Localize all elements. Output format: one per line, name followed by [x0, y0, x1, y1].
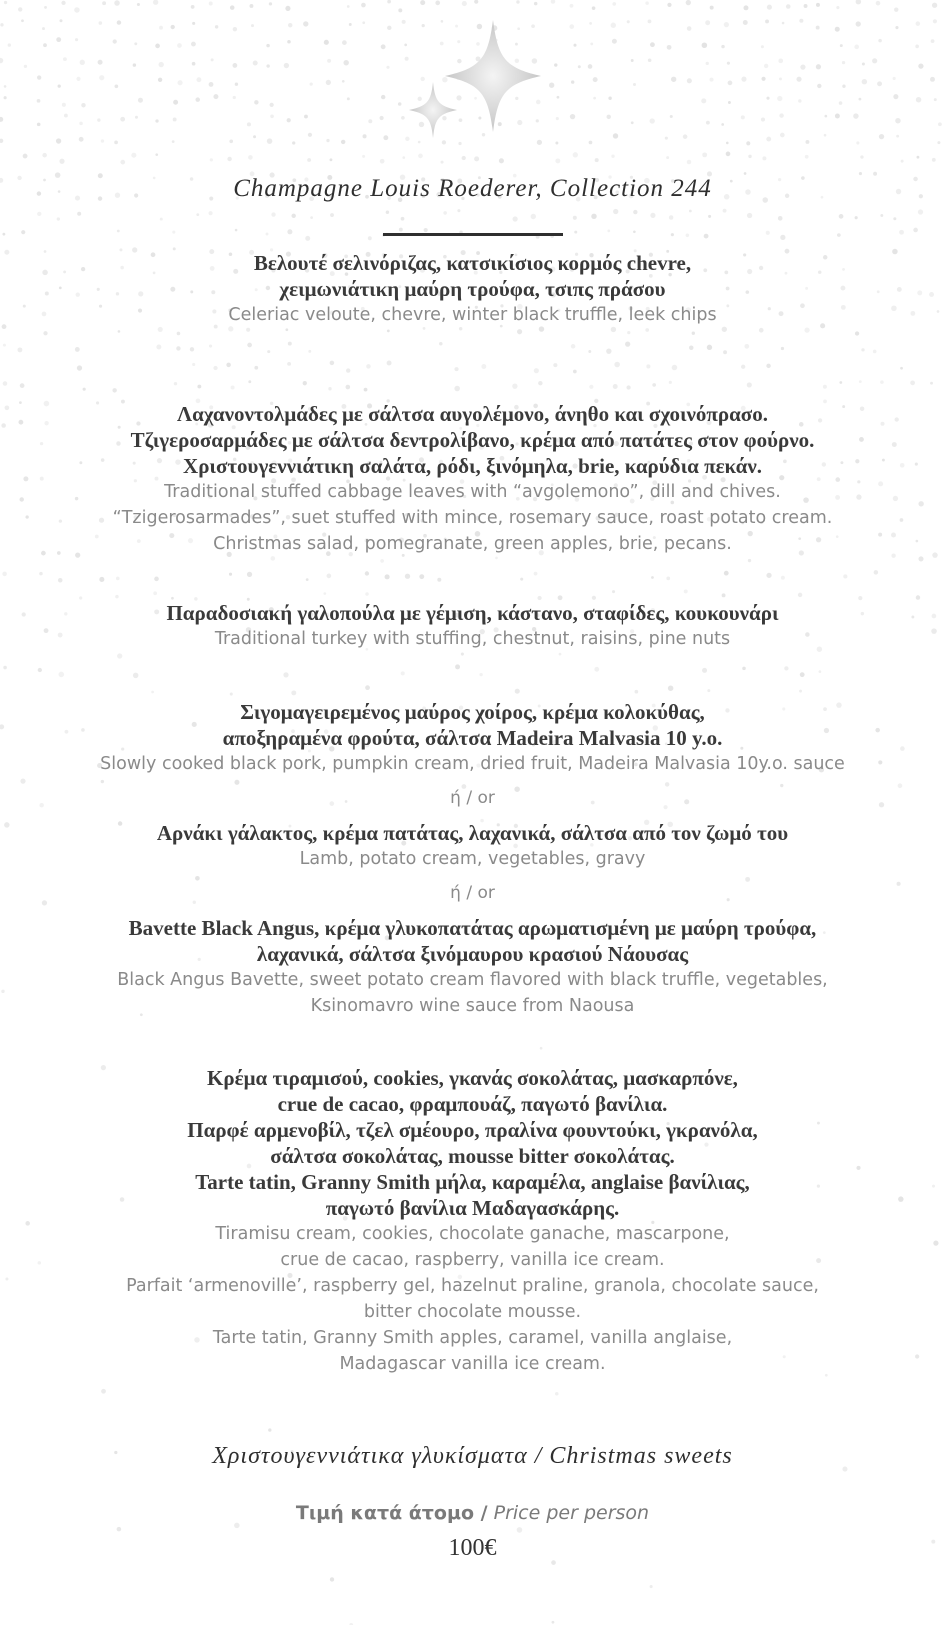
price-label — [0, 1502, 945, 1524]
starter-greek-line: Βελουτέ σελινόριζας, κατσικίσιος κορμός chevre, — [253, 251, 692, 275]
bavette-course — [0, 915, 945, 1019]
desserts-course — [0, 1065, 945, 1377]
pork-english-line: Slowly cooked black pork, pumpkin cream, dried fruit, Madeira Malvasia 10y.o. sauce — [100, 754, 845, 774]
turkey-course — [0, 600, 945, 652]
or-separator: ή / or — [450, 883, 495, 903]
desserts-english-line: bitter chocolate mousse. — [363, 1302, 582, 1322]
starter-greek-line: χειμωνιάτικη μαύρη τρούφα, τσιπς πράσου — [279, 277, 666, 301]
christmas-sweets-heading: Χριστουγεννιάτικα γλυκίσματα / Christmas sweets — [212, 1443, 733, 1469]
appetizers-greek-line: Τζιγεροσαρμάδες με σάλτσα δεντρολίβανο, κρέμα από πατάτες στον φούρνο. — [130, 428, 815, 452]
appetizers-english-line: Christmas salad, pomegranate, green apples, brie, pecans. — [213, 534, 732, 554]
desserts-english-line: crue de cacao, raspberry, vanilla ice cream. — [280, 1250, 665, 1270]
appetizers-greek-line: Λαχανοντολμάδες με σάλτσα αυγολέμονο, άνηθο και σχοινόπρασο. — [177, 402, 768, 426]
champagne-title: Champagne Louis Roederer, Collection 244 — [233, 175, 712, 202]
lamb-greek-line: Αρνάκι γάλακτος, κρέμα πατάτας, λαχανικά, σάλτσα από τον ζωμό του — [156, 821, 789, 845]
starter-course — [0, 250, 945, 328]
desserts-greek-line: Tarte tatin, Granny Smith μήλα, καραμέλα, anglaise βανίλιας, — [195, 1170, 750, 1194]
appetizers-english-line: Traditional stuffed cabbage leaves with “avgolemono”, dill and chives. — [164, 482, 781, 502]
turkey-english-line: Traditional turkey with stuffing, chestnut, raisins, pine nuts — [214, 629, 731, 649]
pork-greek-line: αποξηραμένα φρούτα, σάλτσα Madeira Malvasia 10 y.o. — [222, 726, 723, 750]
desserts-greek-line: Παρφέ αρμενοβίλ, τζελ σμέουρο, πραλίνα φουντούκι, γκρανόλα, — [187, 1118, 758, 1142]
lamb-course — [0, 820, 945, 872]
desserts-greek-line: crue de cacao, φραμπουάζ, παγωτό βανίλια. — [277, 1092, 668, 1116]
appetizers-course — [0, 401, 945, 557]
sparkle-stars-icon — [405, 18, 565, 158]
pork-greek-line: Σιγομαγειρεμένος μαύρος χοίρος, κρέμα κολοκύθας, — [240, 700, 705, 724]
desserts-greek-line: παγωτό βανίλια Μαδαγασκάρης. — [325, 1196, 620, 1220]
price-label-greek: Τιμή κατά άτομο / — [295, 1502, 488, 1524]
desserts-english-line: Madagascar vanilla ice cream. — [339, 1354, 606, 1374]
bavette-greek-line: Bavette Black Angus, κρέμα γλυκοπατάτας αρωματισμένη με μαύρη τρούφα, — [128, 916, 817, 940]
price-value: 100€ — [448, 1535, 497, 1561]
lamb-english-line: Lamb, potato cream, vegetables, gravy — [299, 849, 646, 869]
bavette-greek-line: λαχανικά, σάλτσα ξινόμαυρου κρασιού Νάουσας — [256, 942, 689, 966]
desserts-greek-line: Κρέμα τιραμισού, cookies, γκανάς σοκολάτας, μασκαρπόνε, — [207, 1066, 738, 1090]
desserts-english-line: Tiramisu cream, cookies, chocolate ganache, mascarpone, — [215, 1224, 730, 1244]
bavette-english-line: Ksinomavro wine sauce from Naousa — [310, 996, 635, 1016]
or-separator: ή / or — [450, 788, 495, 808]
bavette-english-line: Black Angus Bavette, sweet potato cream flavored with black truffle, vegetables, — [117, 970, 828, 990]
appetizers-greek-line: Χριστουγεννιάτικη σαλάτα, ρόδι, ξινόμηλα, brie, καρύδια πεκάν. — [183, 454, 762, 478]
title-divider — [383, 233, 563, 236]
desserts-english-line: Tarte tatin, Granny Smith apples, caramel, vanilla anglaise, — [212, 1328, 733, 1348]
desserts-greek-line: σάλτσα σοκολάτας, mousse bitter σοκολάτας. — [270, 1144, 675, 1168]
pork-course — [0, 699, 945, 777]
turkey-greek-line: Παραδοσιακή γαλοπούλα με γέμιση, κάστανο, σταφίδες, κουκουνάρι — [166, 601, 779, 625]
appetizers-english-line: “Tzigerosarmades”, suet stuffed with mince, rosemary sauce, roast potato cream. — [112, 508, 833, 528]
price-label-english: Price per person — [493, 1502, 650, 1524]
desserts-english-line: Parfait ‘armenoville’, raspberry gel, hazelnut praline, granola, chocolate sauce, — [126, 1276, 819, 1296]
starter-english-line: Celeriac veloute, chevre, winter black truffle, leek chips — [228, 305, 717, 325]
